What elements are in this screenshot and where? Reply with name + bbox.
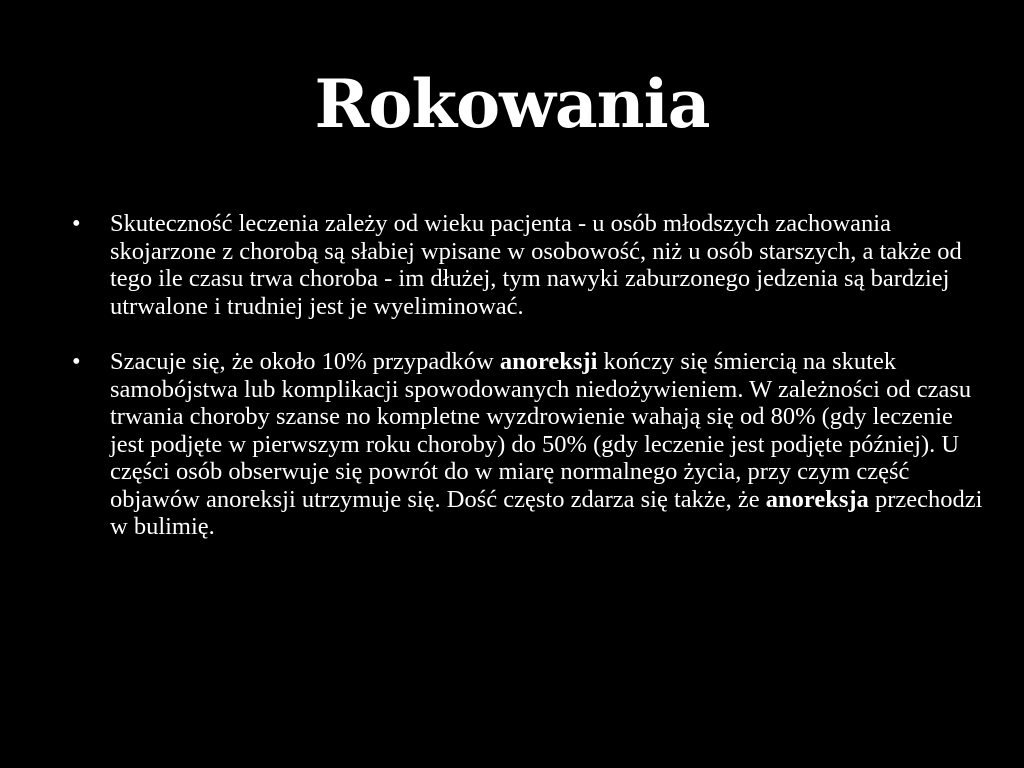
bullet-item-prognosis-age bbox=[72, 210, 984, 320]
bullet-text-segment: przechodzi w bulimię. bbox=[110, 485, 983, 540]
bullet-text: Skuteczność leczenia zależy od wieku pacjenta - u osób młodszych zachowania skojarzone z chorobą są słabiej wpisane w osobowość, niż u osób starszych, a także od tego ile czasu trwa choroba - im dłużej, tym nawyki zaburzonego jedzenia są bardziej utrwalone i trudniej jest je wyeliminować. bbox=[110, 210, 962, 320]
bullet-marker: • bbox=[72, 348, 81, 375]
bullet-text bbox=[110, 348, 982, 540]
bullet-text-segment: Szacuje się, że około 10% przypadków bbox=[110, 348, 500, 375]
slide-title: Rokowania bbox=[314, 65, 710, 143]
bullet-text-segment: kończy się śmiercią na skutek samobójstwa lub komplikacji spowodowanych niedożywieniem. W zależności od czasu trwania choroby szanse no kompletne wyzdrowienie wahają się od 80% (gdy leczenie jest podjęte w pierwszym roku choroby) do 50% (gdy leczenie jest podjęte później). U części osób obserwuje się powrót do w miarę normalnego życia, przy czym część objawów anoreksji utrzymuje się. Dość często zdarza się także, że bbox=[110, 348, 972, 513]
bold-term-anoreksja: anoreksja bbox=[765, 485, 869, 513]
bullet-marker: • bbox=[72, 210, 81, 237]
bullet-list bbox=[72, 210, 984, 569]
bullet-item-mortality bbox=[72, 348, 984, 541]
bold-term-anoreksji: anoreksji bbox=[499, 348, 598, 375]
